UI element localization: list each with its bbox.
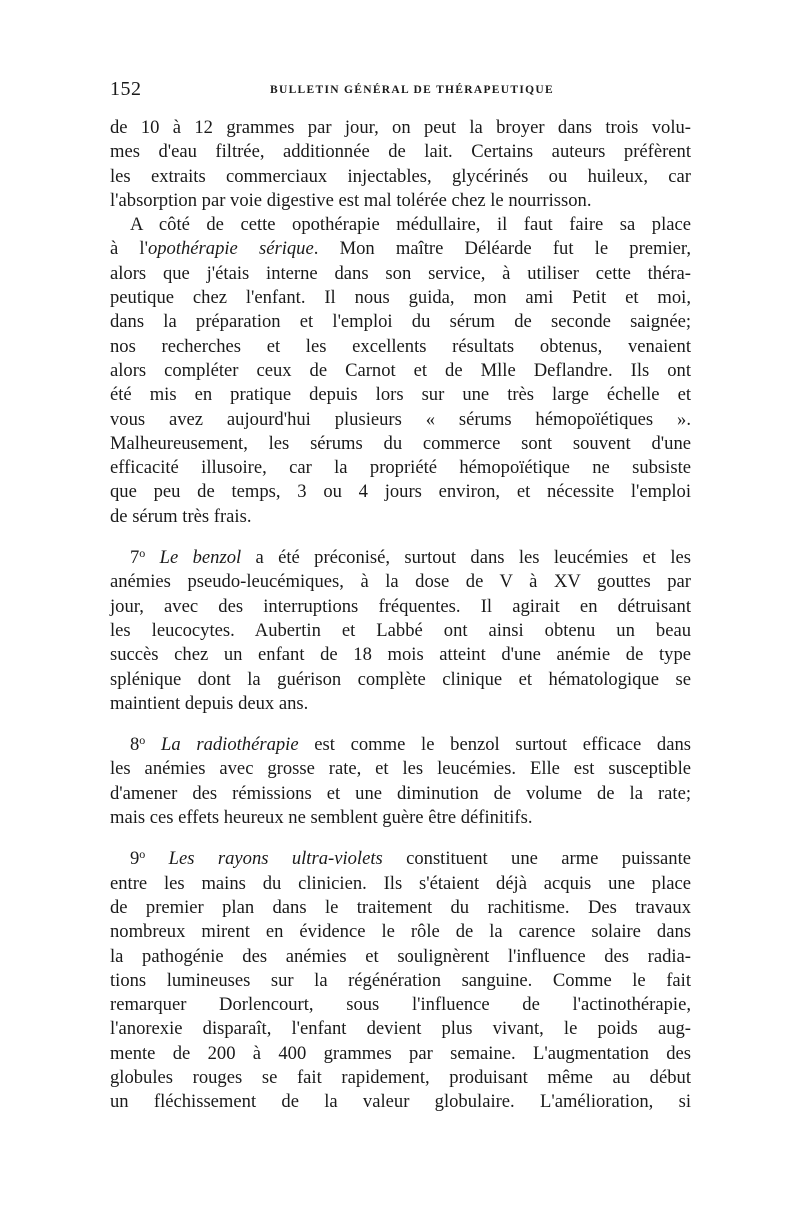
text-line: de premier plan dans le traitement du rachitisme. Des travaux bbox=[110, 896, 691, 918]
text-line bbox=[110, 546, 691, 570]
text-run: à l' bbox=[110, 238, 148, 260]
text-line: alors que j'étais interne dans son service, à utiliser cette théra- bbox=[110, 262, 691, 284]
text-line: été mis en pratique depuis lors sur une très large échelle et bbox=[110, 384, 691, 406]
text-line: mes d'eau filtrée, additionnée de lait. Certains auteurs préfèrent bbox=[110, 141, 691, 163]
italic-term: La radiothérapie bbox=[161, 734, 299, 756]
text-line: un fléchissement de la valeur globulaire. L'amélioration, si bbox=[110, 1091, 691, 1113]
text-line bbox=[110, 847, 691, 871]
item-number: 9 bbox=[130, 848, 140, 870]
text-line: anémies pseudo-leucémiques, à la dose de V à XV gouttes par bbox=[110, 571, 691, 593]
paragraph-gap bbox=[110, 716, 691, 733]
item-number: 7 bbox=[130, 547, 140, 569]
text-line: les extraits commerciaux injectables, glycérinés ou huileux, car bbox=[110, 165, 691, 187]
text-line: entre les mains du clinicien. Ils s'étaient déjà acquis une place bbox=[110, 872, 691, 894]
text-run: . Mon maître Déléarde fut le premier, bbox=[313, 238, 691, 260]
text-line: maintient depuis deux ans. bbox=[110, 692, 309, 714]
text-line: splénique dont la guérison complète clinique et hématologique se bbox=[110, 668, 691, 690]
text-line: de 10 à 12 grammes par jour, on peut la broyer dans trois volu- bbox=[110, 117, 691, 138]
text-line: remarquer Dorlencourt, sous l'influence de l'actinothérapie, bbox=[110, 994, 691, 1016]
text-run: constituent une arme puissante bbox=[382, 848, 691, 870]
text-line: de sérum très frais. bbox=[110, 505, 252, 527]
text-line: l'anorexie disparaît, l'enfant devient plus vivant, le poids aug- bbox=[110, 1018, 691, 1040]
text-line: tions lumineuses sur la régénération sanguine. Comme le fait bbox=[110, 969, 691, 991]
text-line: globules rouges se fait rapidement, produisant même au début bbox=[110, 1066, 691, 1088]
item-number: 8 bbox=[130, 734, 140, 756]
ordinal-mark: o bbox=[139, 546, 146, 561]
text-line: peutique chez l'enfant. Il nous guida, mon ami Petit et moi, bbox=[110, 287, 691, 309]
paragraph bbox=[110, 847, 691, 1114]
text-line: les anémies avec grosse rate, et les leucémies. Elle est susceptible bbox=[110, 758, 691, 780]
text-line bbox=[110, 733, 691, 757]
text-line: vous avez aujourd'hui plusieurs « sérums hémopoïétiques ». bbox=[110, 408, 691, 430]
italic-term: Les rayons ultra-violets bbox=[168, 848, 383, 870]
page-number: 152 bbox=[110, 78, 142, 100]
italic-term: Le benzol bbox=[159, 547, 242, 569]
paragraph bbox=[110, 733, 691, 830]
text-line: Malheureusement, les sérums du commerce sont souvent d'une bbox=[110, 432, 691, 454]
text-line: succès chez un enfant de 18 mois atteint d'une anémie de type bbox=[110, 644, 691, 666]
text-line: efficacité illusoire, car la propriété hémopoïétique ne subsiste bbox=[110, 457, 691, 479]
text-line: mente de 200 à 400 grammes par semaine. L'augmentation des bbox=[110, 1042, 691, 1064]
text-line: A côté de cette opothérapie médullaire, il faut faire sa place bbox=[130, 214, 691, 236]
text-line bbox=[110, 237, 691, 261]
text-line: d'amener des rémissions et une diminution de volume de la rate; bbox=[110, 782, 691, 804]
text-line: alors compléter ceux de Carnot et de Mlle Deflandre. Ils ont bbox=[110, 359, 691, 381]
paragraph-gap bbox=[110, 830, 691, 847]
body-text bbox=[110, 116, 691, 1115]
text-line: l'absorption par voie digestive est mal tolérée chez le nourrisson. bbox=[110, 189, 592, 211]
running-title: BULLETIN GÉNÉRAL DE THÉRAPEUTIQUE bbox=[270, 84, 554, 96]
text-run: est comme le benzol surtout efficace dans bbox=[298, 734, 691, 756]
text-line: dans la préparation et l'emploi du sérum de seconde saignée; bbox=[110, 311, 691, 333]
italic-term: opothérapie sérique bbox=[147, 238, 314, 260]
paragraph bbox=[110, 116, 691, 213]
text-line: jour, avec des interruptions fréquentes. Il agirait en détruisant bbox=[110, 595, 691, 617]
paragraph-gap bbox=[110, 529, 691, 546]
text-line: nombreux mirent en évidence le rôle de la carence solaire dans bbox=[110, 921, 691, 943]
text-line: la pathogénie des anémies et soulignèrent l'influence des radia- bbox=[110, 945, 691, 967]
paragraph bbox=[110, 546, 691, 716]
ordinal-mark: o bbox=[139, 733, 146, 748]
text-line: mais ces effets heureux ne semblent guère être définitifs. bbox=[110, 807, 533, 829]
ordinal-mark: o bbox=[139, 847, 146, 862]
text-line: les leucocytes. Aubertin et Labbé ont ainsi obtenu un beau bbox=[110, 619, 691, 641]
text-run: a été préconisé, surtout dans les leucémies et les bbox=[241, 547, 691, 569]
page-header bbox=[110, 78, 710, 102]
text-line: nos recherches et les excellents résultats obtenus, venaient bbox=[110, 335, 691, 357]
paragraph bbox=[110, 213, 691, 529]
text-line: que peu de temps, 3 ou 4 jours environ, et nécessite l'emploi bbox=[110, 481, 691, 503]
